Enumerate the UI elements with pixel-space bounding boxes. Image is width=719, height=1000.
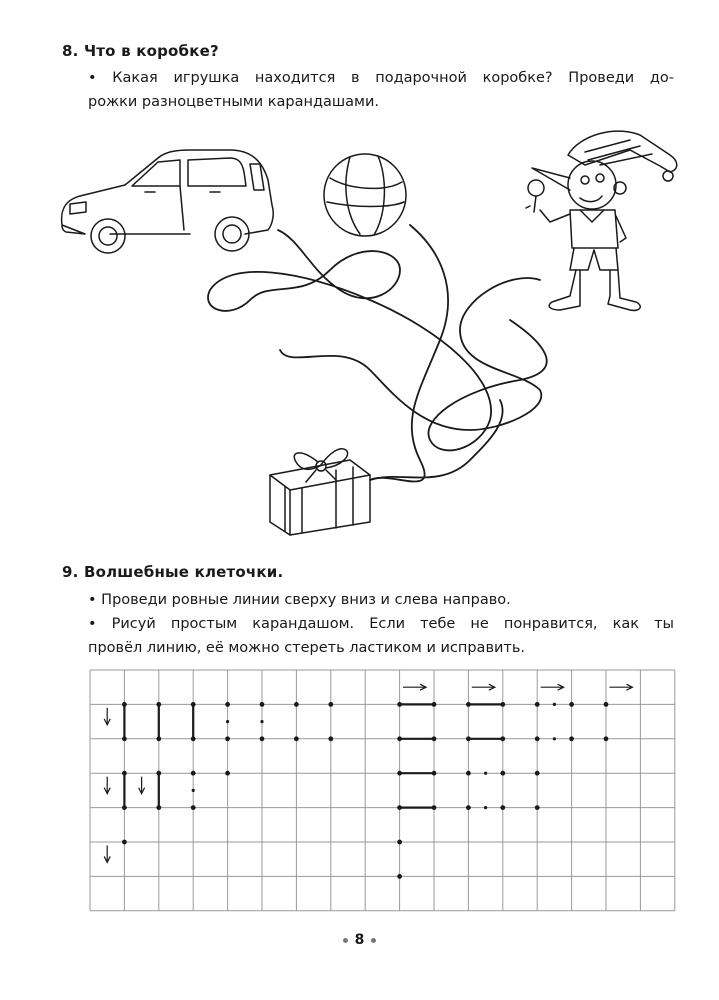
guide-dot	[397, 840, 402, 845]
guide-dot	[397, 702, 402, 707]
task-9-instruction-1: • Проведи ровные линии сверху вниз и слева направо.	[88, 592, 511, 608]
guide-dot	[122, 736, 127, 741]
guide-dot	[225, 771, 230, 776]
guide-dot	[192, 789, 195, 792]
guide-dot	[604, 736, 609, 741]
guide-dot	[122, 805, 127, 810]
grid-marks	[104, 684, 632, 879]
guide-dot	[553, 737, 556, 740]
guide-dot	[604, 702, 609, 707]
guide-dot	[432, 805, 437, 810]
guide-dot	[191, 771, 196, 776]
guide-dot	[122, 840, 127, 845]
guide-dot	[260, 702, 265, 707]
guide-dot	[328, 702, 333, 707]
guide-dot	[553, 703, 556, 706]
guide-dot	[569, 736, 574, 741]
guide-dot	[156, 702, 161, 707]
task-8-instruction-line: рожки разноцветными карандашами.	[88, 94, 380, 110]
guide-dot	[397, 805, 402, 810]
guide-dot	[466, 702, 471, 707]
guide-dot	[535, 805, 540, 810]
guide-dot	[122, 771, 127, 776]
guide-dot	[484, 806, 487, 809]
guide-dot	[466, 736, 471, 741]
guide-dot	[500, 736, 505, 741]
page-dot-left	[343, 938, 348, 943]
grid-lines	[90, 670, 675, 911]
guide-dot	[397, 874, 402, 879]
task-9-heading: 9. Волшебные клеточки.	[62, 563, 284, 581]
guide-dot	[294, 702, 299, 707]
guide-dot	[156, 805, 161, 810]
guide-dot	[225, 736, 230, 741]
guide-dot	[260, 720, 263, 723]
task-9-instruction-line: провёл линию, её можно стереть ластиком и исправить.	[88, 640, 526, 656]
guide-dot	[484, 772, 487, 775]
guide-dot	[191, 736, 196, 741]
guide-dot	[500, 771, 505, 776]
page-number	[0, 932, 719, 948]
guide-dot	[535, 702, 540, 707]
guide-dot	[569, 702, 574, 707]
guide-dot	[191, 805, 196, 810]
guide-dot	[432, 702, 437, 707]
task-8-heading: 8. Что в коробке?	[62, 42, 219, 60]
guide-dot	[432, 736, 437, 741]
guide-dot	[191, 702, 196, 707]
guide-dot	[260, 736, 265, 741]
guide-dot	[432, 771, 437, 776]
task-8-instruction-line: • Какая игрушка находится в подарочной коробке? Проведи до-	[88, 70, 674, 86]
task-9-instruction-line: • Рисуй простым карандашом. Если тебе не понравится, как ты	[88, 616, 674, 632]
guide-dot	[500, 805, 505, 810]
guide-dot	[156, 736, 161, 741]
guide-dot	[328, 736, 333, 741]
page-number-text: 8	[354, 932, 365, 948]
guide-dot	[397, 771, 402, 776]
guide-dot	[294, 736, 299, 741]
guide-dot	[466, 771, 471, 776]
guide-dot	[156, 771, 161, 776]
guide-dot	[226, 720, 229, 723]
guide-dot	[535, 771, 540, 776]
guide-dot	[535, 736, 540, 741]
guide-dot	[225, 702, 230, 707]
guide-dot	[122, 702, 127, 707]
page-dot-right	[371, 938, 376, 943]
guide-dot	[397, 736, 402, 741]
guide-dot	[500, 702, 505, 707]
guide-dot	[466, 805, 471, 810]
